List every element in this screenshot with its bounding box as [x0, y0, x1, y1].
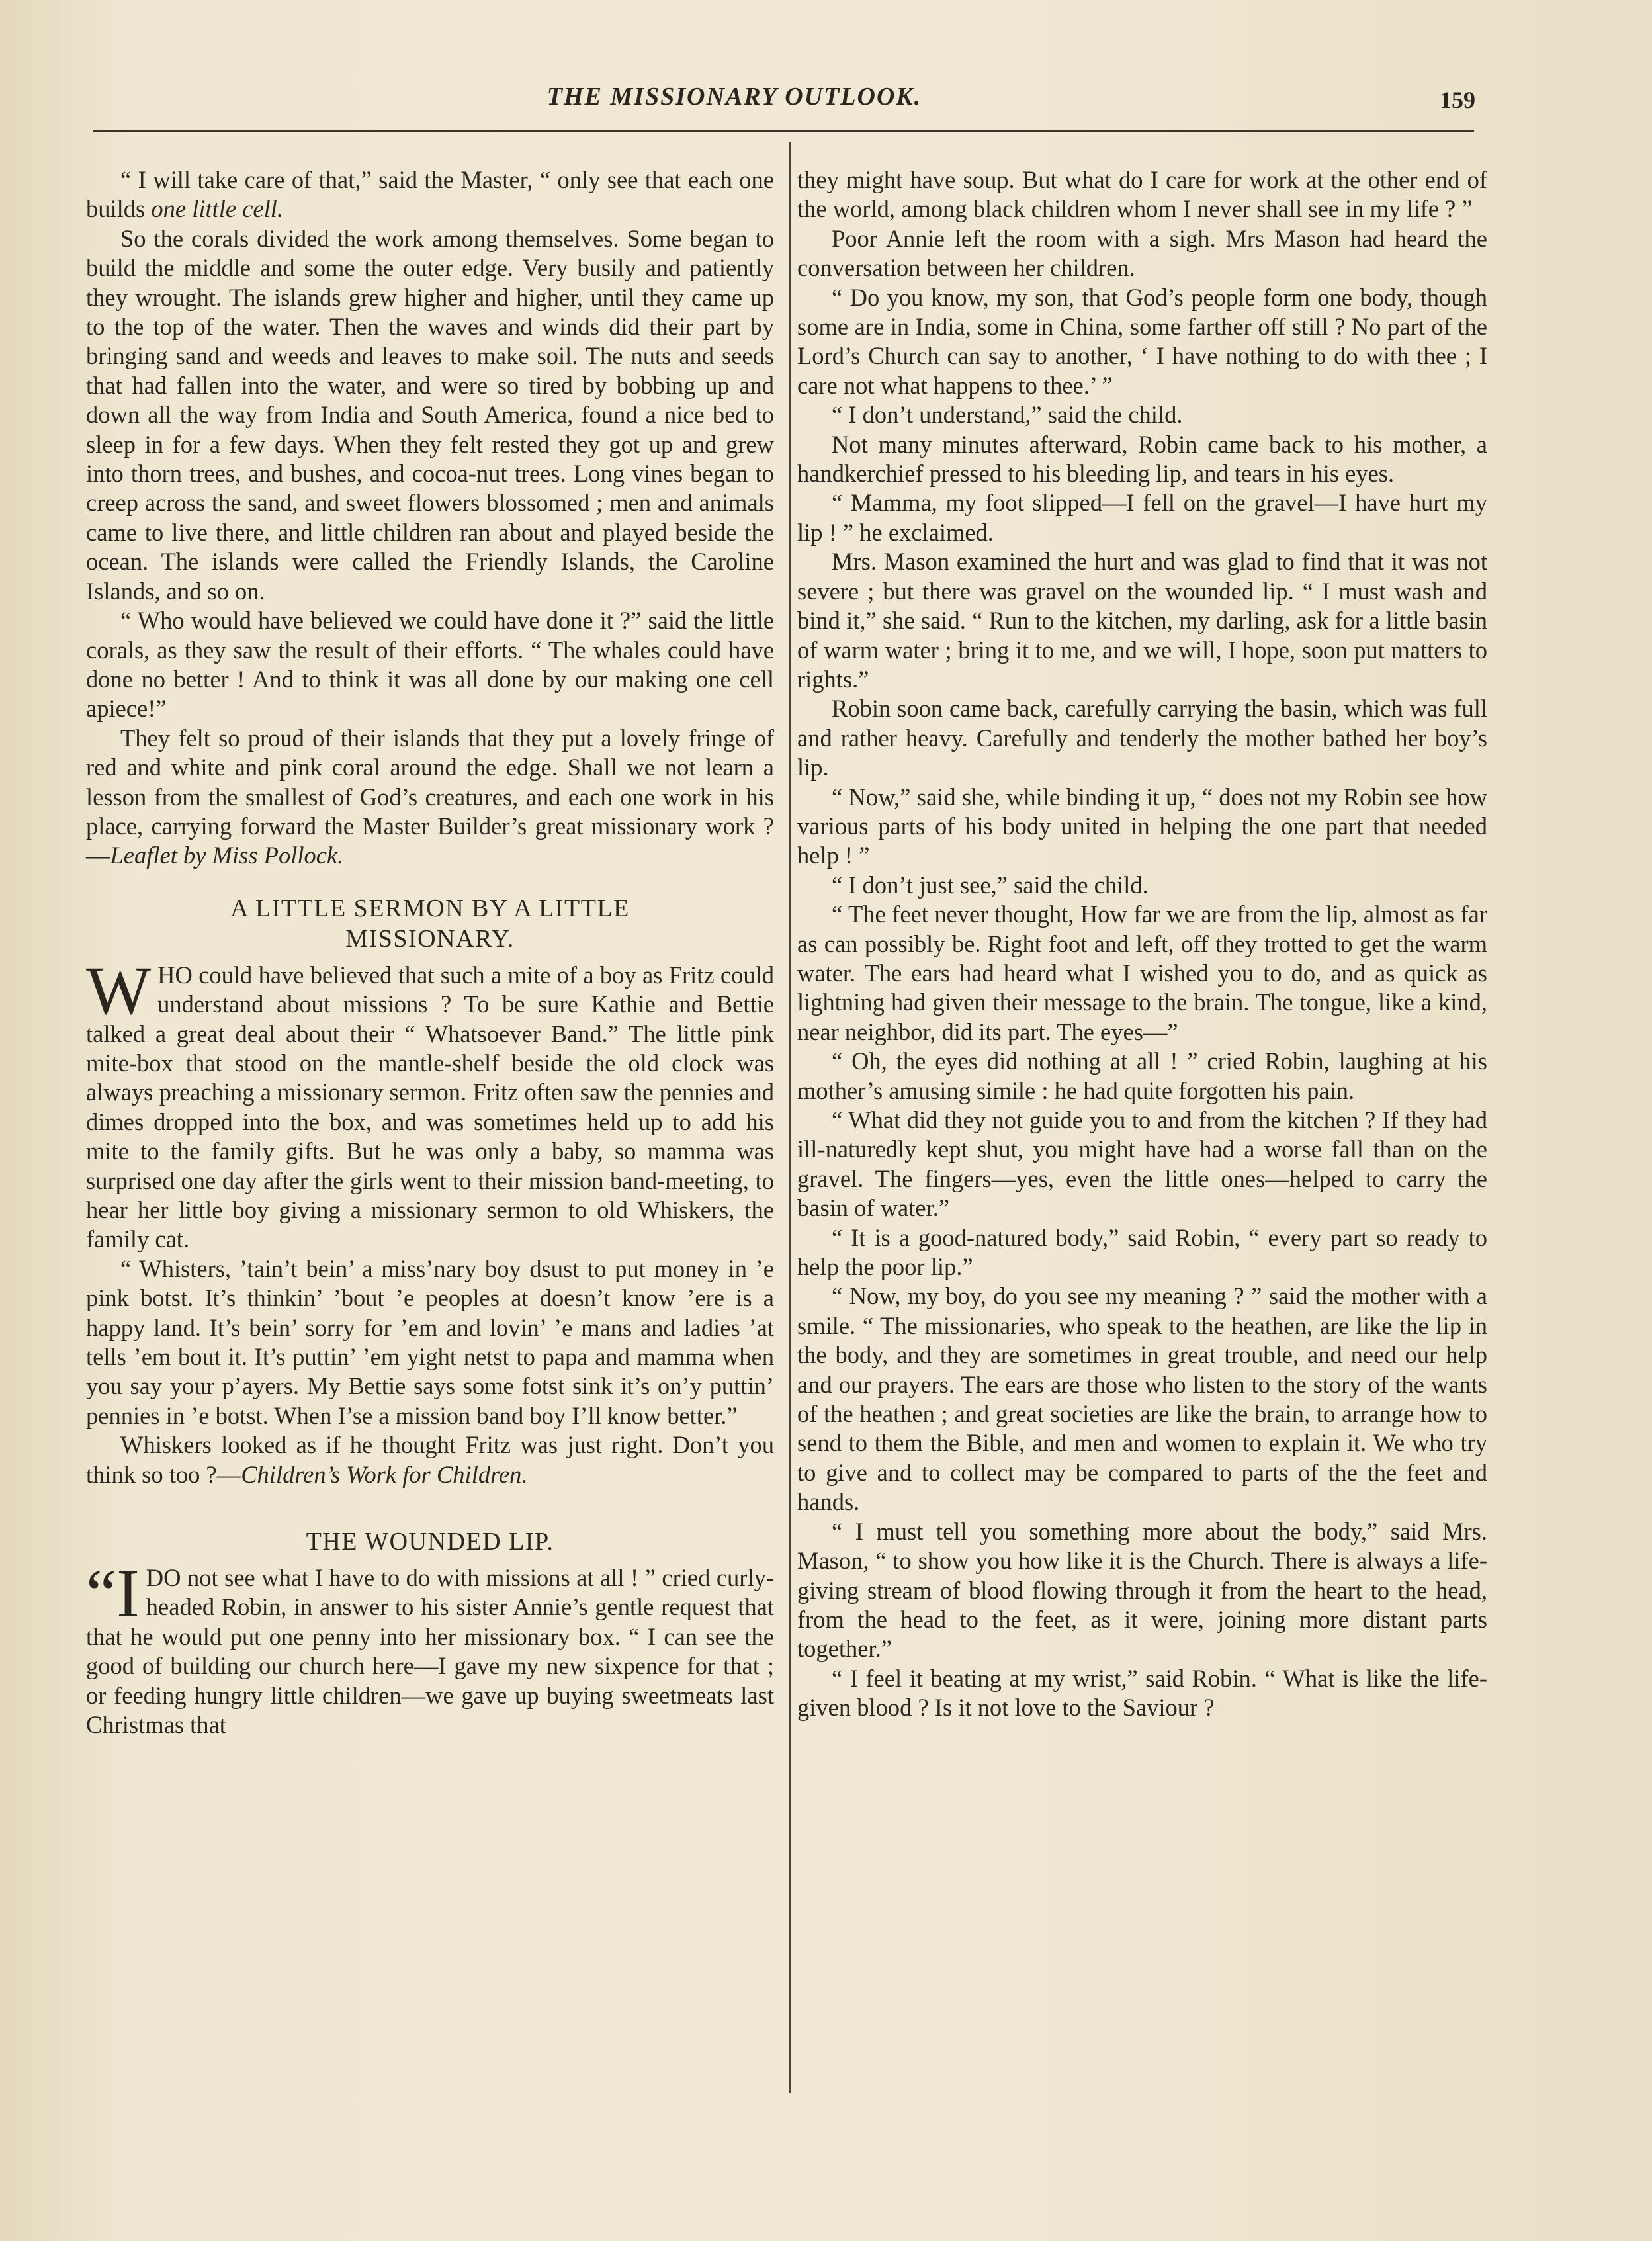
coral-paragraph: So the corals divided the work among themselves. Some began to build the middle and some the outer edge. Very busily and patiently they wrought. The islands grew higher and higher, until they came up to the top of the water. Then the waves and winds did their part by bringing sand and weeds and leaves to make soil. The nuts and seeds that had fallen into the water, and were so tired by bobbing up and down all the way from India and South America, found a nice bed to sleep in for a few days. When they felt rested they got up and grew into thorn trees, and bushes, and cocoa-nut trees. Long vines began to creep across the sand, and sweet flowers blossomed ; men and animals came to live there, and little children ran about and played beside the ocean. The islands were called the Friendly Islands, the Caroline Islands, and so on.	[86, 224, 774, 605]
sermon-title-line1: A LITTLE SERMON BY A LITTLE	[230, 894, 630, 922]
page-number: 159	[1440, 87, 1475, 113]
story-paragraph: “ I don’t just see,” said the child.	[832, 871, 1149, 899]
column-divider	[789, 142, 791, 2093]
story-paragraph: Poor Annie left the room with a sigh. Mrs Mason had heard the conversation between her children.	[797, 224, 1487, 282]
wounded-lip-dropcap: “I	[86, 1556, 140, 1632]
coral-paragraph: “ Who would have believed we could have done it ?” said the little corals, as they saw the result of their efforts. “ The whales could have done no better ! And to think it was all done by our making one cell apiece!”	[86, 607, 774, 723]
story-paragraph: “ I feel it beating at my wrist,” said Robin. “ What is like the life-given blood ? Is it not love to the Saviour ?	[797, 1664, 1487, 1722]
story-paragraph: Robin soon came back, carefully carrying the basin, which was full and rather heavy. Carefully and tenderly the mother bathed her boy’s lip.	[797, 695, 1487, 781]
story-paragraph: “ I must tell you something more about the body,” said Mrs. Mason, “ to show you how like it is the Church. There is always a life-giving stream of blood flowing through it from the heart to the head, from the head to the feet, as it were, joining more distant parts together.”	[797, 1517, 1487, 1663]
story-paragraph: “ Now,” said she, while binding it up, “ does not my Robin see how various parts of his body united in helping the one part that needed help ! ”	[797, 783, 1487, 869]
sermon-text: Whiskers looked as if he thought Fritz was just right. Don’t you think so too ?—	[86, 1431, 774, 1488]
sermon-source: Children’s Work for Children.	[241, 1460, 528, 1488]
story-paragraph: “ The feet never thought, How far we are from the lip, almost as far as can possibly be. Right foot and left, off they trotted to get the warm water. The ears had heard what I wished you to do, and as quick as lightning had given their message to the brain. The tongue, like a kind, near neighbor, did its part. The eyes—”	[797, 901, 1487, 1045]
coral-emphasis: one little cell.	[151, 195, 284, 223]
story-paragraph: “ What did they not guide you to and from the kitchen ? If they had ill-naturedly kept shut, you might have had a worse fall than on the gravel. The fingers—yes, even the little ones—helped to carry the basin of water.”	[797, 1106, 1487, 1222]
sermon-dropcap: W	[86, 952, 152, 1029]
story-paragraph: they might have soup. But what do I care for work at the other end of the world, among black children whom I never shall see in my life ? ”	[797, 166, 1487, 223]
story-paragraph: “ Now, my boy, do you see my meaning ? ” said the mother with a smile. “ The missionaries, who speak to the heathen, are like the lip in the body, and they are sometimes in great trouble, and need our help and our prayers. The ears are those who listen to the story of the wants of the heathen ; and great societies are like the brain, to arrange how to send to them the Bible, and men and women to explain it. We who try to give and to collect may be compared to parts of the the feet and hands.	[797, 1282, 1487, 1516]
coral-paragraph	[86, 724, 774, 871]
story-paragraph: “ Do you know, my son, that God’s people form one body, though some are in India, some in China, some farther off still ? No part of the Lord’s Church can say to another, ‘ I have nothing to do with thee ; I care not what happens to thee.’ ”	[797, 283, 1487, 399]
story-paragraph: Mrs. Mason examined the hurt and was glad to find that it was not severe ; but there was gravel on the wounded lip. “ I must wash and bind it,” she said. “ Run to the kitchen, my darling, ask for a little basin of warm water ; bring it to me, and we will, I hope, soon put matters to rights.”	[797, 548, 1487, 693]
sermon-text: HO could have believed that such a mite of a boy as Fritz could understand about missions ? To be sure Kathie and Bettie talked a great deal about their “ Whatsoever Band.” The little pink mite-box that stood on the mantle-shelf beside the old clock was always preaching a missionary sermon. Fritz often saw the pennies and dimes dropped into the box, and was sometimes held up to add his mite to the family gifts. But he was only a baby, so mamma was surprised one day after the girls went to their mission band-meeting, to hear her little boy giving a missionary sermon to old Whiskers, the family cat.	[86, 961, 774, 1253]
story-paragraph: “ Oh, the eyes did nothing at all ! ” cried Robin, laughing at his mother’s amusing simile : he had quite forgotten his pain.	[797, 1047, 1487, 1104]
right-column	[797, 165, 1487, 1723]
running-title: THE MISSIONARY OUTLOOK.	[546, 83, 922, 110]
left-column	[86, 165, 774, 1740]
coral-text: “ I will take care of that,” said the Master, “ only see that each one builds	[86, 166, 774, 223]
coral-paragraph	[86, 165, 774, 224]
sermon-paragraph	[86, 1430, 774, 1489]
sermon-heading	[86, 893, 774, 954]
sermon-paragraph	[86, 952, 774, 1254]
story-paragraph: “ I don’t understand,” said the child.	[832, 401, 1183, 429]
wounded-lip-text: DO not see what I have to do with missions at all ! ” cried curly-headed Robin, in answer to his sister Annie’s gentle request that that he would put one penny into her missionary box. “ I can see the good of building our church here—I gave my new sixpence for that ; or feeding hungry little children—we gave up buying sweetmeats last Christmas that	[86, 1564, 774, 1739]
wounded-lip-heading: THE WOUNDED LIP.	[306, 1528, 554, 1556]
story-paragraph: “ Mamma, my foot slipped—I fell on the gravel—I have hurt my lip ! ” he exclaimed.	[797, 489, 1487, 546]
coral-text: They felt so proud of their islands that they put a lovely fringe of red and white and pink coral around the edge. Shall we not learn a lesson from the smallest of God’s creatures, and each one work in his place, carrying forward the Master Builder’s great missionary work ?—	[86, 724, 774, 869]
sermon-title-line2: MISSIONARY.	[345, 924, 515, 953]
header-rule	[93, 130, 1474, 132]
story-paragraph: Not many minutes afterward, Robin came back to his mother, a handkerchief pressed to his bleeding lip, and tears in his eyes.	[797, 430, 1487, 488]
story-paragraph: “ It is a good-natured body,” said Robin, “ every part so ready to help the poor lip.”	[797, 1223, 1487, 1281]
page-header	[86, 78, 1475, 118]
coral-source: Leaflet by Miss Pollock.	[110, 842, 344, 869]
sermon-paragraph: “ Whisters, ’tain’t bein’ a miss’nary boy dsust to put money in ’e pink botst. It’s thinkin’ ’bout ’e peoples at doesn’t know ’ere is a happy land. It’s bein’ sorry for ’em and lovin’ ’e mans and ladies ’at tells ’em bout it. It’s puttin’ ’em yight netst to papa and mamma when you say your p’ayers. My Bettie says some fotst sink it’s on’y puttin’ pennies in ’e botst. When I’se a mission band boy I’ll know better.”	[86, 1254, 774, 1429]
wounded-lip-paragraph	[86, 1556, 774, 1739]
